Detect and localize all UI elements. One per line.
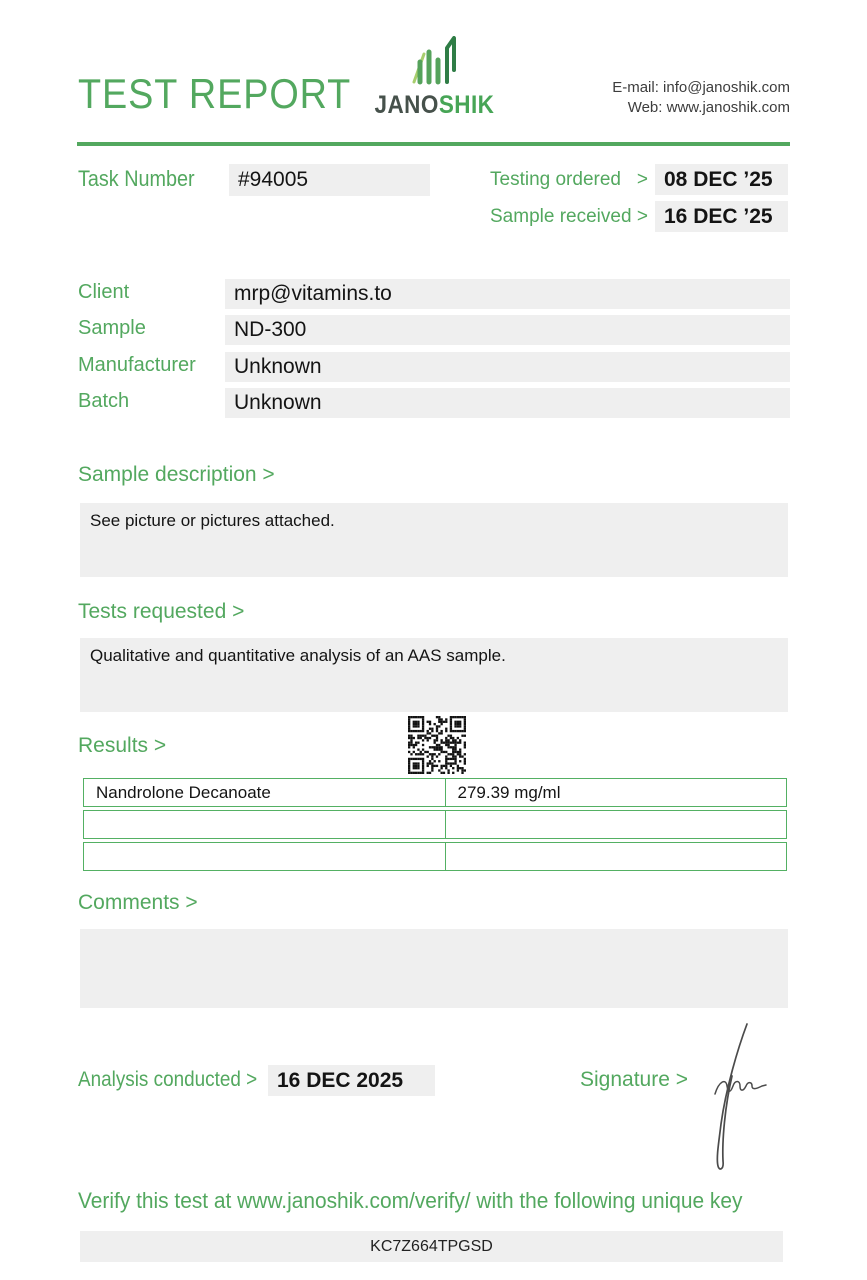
testing-ordered-value xyxy=(655,164,788,195)
manufacturer-value xyxy=(225,352,790,382)
batch-text: Unknown xyxy=(234,391,322,414)
analysis-conducted-label: Analysis conducted > xyxy=(78,1068,258,1091)
result-row xyxy=(83,842,787,871)
signature-label: Signature > xyxy=(580,1068,688,1091)
web-line xyxy=(612,98,790,118)
results-table xyxy=(83,778,787,871)
testing-ordered-date: 08 DEC ’25 xyxy=(664,167,773,191)
manufacturer-text: Unknown xyxy=(234,355,322,378)
result-row xyxy=(83,778,787,807)
sample-description-text: See picture or pictures attached. xyxy=(90,511,335,530)
result-value-cell xyxy=(445,842,788,871)
contact-info xyxy=(612,78,790,118)
comments-text xyxy=(80,929,788,945)
client-value xyxy=(225,279,790,309)
sample-received-date: 16 DEC ’25 xyxy=(664,204,773,228)
result-value-cell xyxy=(445,810,788,839)
sample-description-box xyxy=(80,503,788,577)
substance-cell xyxy=(83,810,446,839)
sample-received-text: Sample received xyxy=(490,206,632,227)
sample-text: ND-300 xyxy=(234,318,307,341)
bar-chart-logo-icon xyxy=(404,36,462,86)
signature-image xyxy=(695,1020,771,1174)
testing-ordered-text: Testing ordered xyxy=(490,169,621,190)
sample-description-heading: Sample description > xyxy=(78,463,275,486)
testing-ordered-label xyxy=(490,169,648,191)
results-heading: Results > xyxy=(78,734,167,757)
header-divider xyxy=(77,142,790,146)
comments-box xyxy=(80,929,788,1008)
substance-cell: Nandrolone Decanoate xyxy=(83,778,446,807)
task-number-label: Task Number xyxy=(78,166,195,191)
web-label: Web: xyxy=(627,99,667,116)
comments-heading: Comments > xyxy=(78,891,198,914)
arrow-glyph: > xyxy=(636,169,648,190)
client-text: mrp@vitamins.to xyxy=(234,282,392,305)
analysis-date-text: 16 DEC 2025 xyxy=(277,1068,404,1092)
result-row xyxy=(83,810,787,839)
page-title: TEST REPORT xyxy=(78,70,352,117)
tests-requested-heading: Tests requested > xyxy=(78,600,245,623)
email-line xyxy=(612,78,790,98)
client-label: Client xyxy=(78,281,130,303)
result-value-cell: 279.39 mg/ml xyxy=(445,778,788,807)
batch-value xyxy=(225,388,790,418)
tests-requested-text: Qualitative and quantitative analysis of an AAS sample. xyxy=(90,646,506,665)
tests-requested-box xyxy=(80,638,788,712)
task-number-text: #94005 xyxy=(238,168,309,191)
brand-logo xyxy=(368,36,498,120)
email-label: E-mail: xyxy=(612,79,664,96)
sample-value xyxy=(225,315,790,345)
verify-key-text: KC7Z664TPGSD xyxy=(370,1237,493,1255)
batch-label: Batch xyxy=(78,390,130,412)
sample-received-value xyxy=(655,201,788,232)
analysis-date-value xyxy=(268,1065,435,1096)
sample-received-label xyxy=(490,206,648,228)
logo-text-main: JANO xyxy=(374,91,439,119)
arrow-glyph: > xyxy=(636,206,648,227)
web-value: www.janoshik.com xyxy=(666,99,790,116)
qr-code xyxy=(408,716,466,774)
verify-key xyxy=(80,1231,783,1262)
logo-text-accent: SHIK xyxy=(438,91,495,119)
task-number-value xyxy=(229,164,430,196)
sample-label: Sample xyxy=(78,317,146,339)
substance-cell xyxy=(83,842,446,871)
email-value: info@janoshik.com xyxy=(663,79,790,96)
verify-text: Verify this test at www.janoshik.com/verify/ with the following unique key xyxy=(78,1188,743,1213)
manufacturer-label: Manufacturer xyxy=(78,354,196,376)
